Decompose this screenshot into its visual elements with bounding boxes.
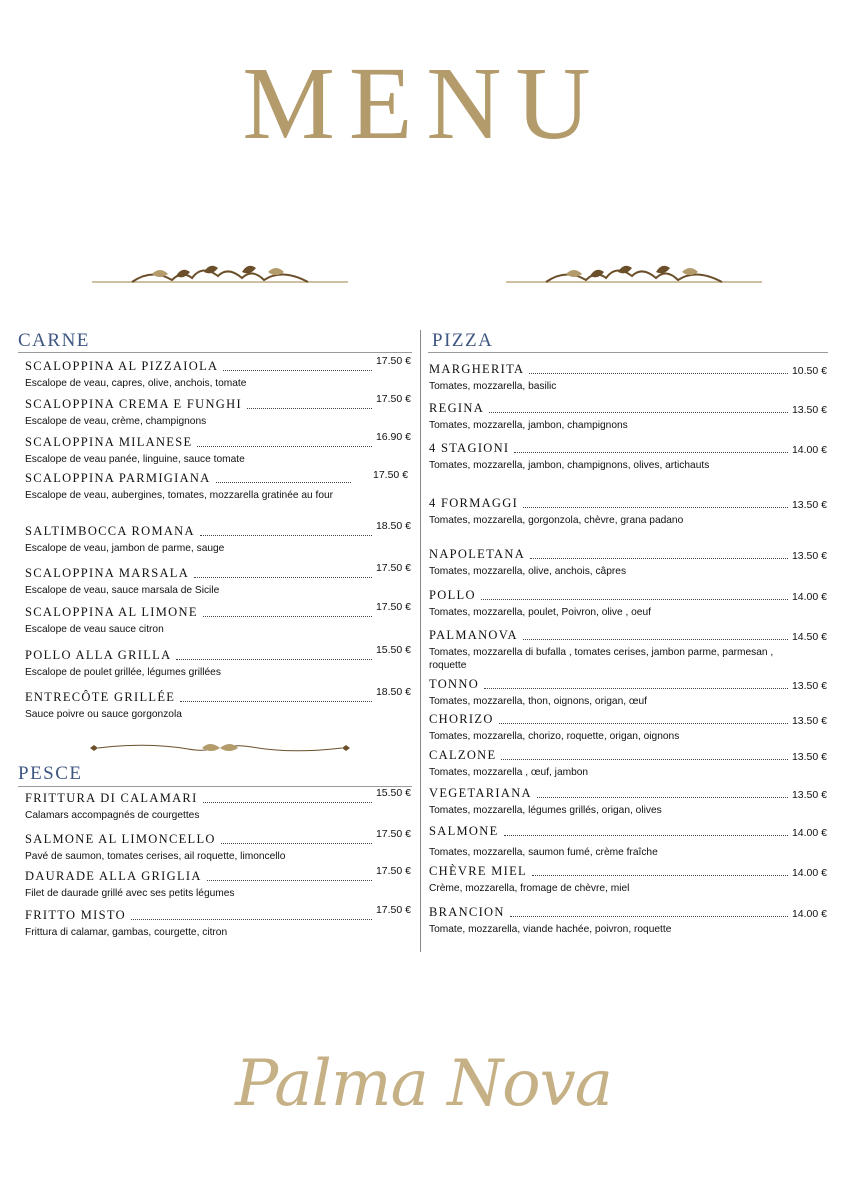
item-price: 17.50 € — [375, 828, 411, 840]
item-description: Escalope de veau, sauce marsala de Sicile — [25, 585, 220, 596]
item-name: VEGETARIANA — [429, 786, 532, 800]
item-price: 18.50 € — [375, 686, 411, 698]
item-description: Pavé de saumon, tomates cerises, ail roquette, limoncello — [25, 851, 286, 862]
item-name: FRITTO MISTO — [25, 908, 126, 922]
item-description: Tomates, mozzarella, chorizo, roquette, origan, oignons — [429, 731, 680, 742]
item-description: Tomates, mozzarella, thon, oignons, origan, œuf — [429, 696, 648, 707]
item-description: Calamars accompagnés de courgettes — [25, 810, 200, 821]
item-name: TONNO — [429, 677, 480, 691]
menu-item — [429, 588, 827, 619]
menu-item — [429, 786, 827, 817]
dot-leader — [131, 919, 372, 920]
item-description: Tomates, mozzarella , œuf, jambon — [429, 767, 589, 778]
menu-item — [429, 748, 827, 779]
item-description: Frittura di calamar, gambas, courgette, citron — [25, 927, 228, 938]
item-price: 15.50 € — [375, 787, 411, 799]
dot-leader — [203, 802, 372, 803]
menu-item — [429, 677, 827, 708]
item-description: Escalope de veau, capres, olive, anchois, tomate — [25, 378, 247, 389]
item-description: Escalope de veau, jambon de parme, sauge — [25, 543, 225, 554]
menu-item — [25, 431, 411, 466]
item-price: 14.00 € — [791, 591, 827, 603]
item-name: CALZONE — [429, 748, 497, 762]
dot-leader — [203, 616, 372, 617]
section-title-pizza: PIZZA — [432, 330, 494, 351]
dot-leader — [510, 916, 788, 917]
item-name: ENTRECÔTE GRILLÉE — [25, 690, 176, 704]
item-price: 14.00 € — [791, 827, 827, 839]
dot-leader — [530, 558, 788, 559]
item-description: Tomates, mozzarella, saumon fumé, crème fraîche — [429, 847, 658, 858]
item-name: FRITTURA DI CALAMARI — [25, 791, 198, 805]
menu-item — [429, 824, 827, 859]
item-name: SALTIMBOCCA ROMANA — [25, 524, 195, 538]
dot-leader — [484, 688, 788, 689]
menu-item — [429, 712, 827, 743]
item-name: SALMONE AL LIMONCELLO — [25, 832, 216, 846]
item-name: NAPOLETANA — [429, 547, 526, 561]
item-name: SCALOPPINA MARSALA — [25, 566, 190, 580]
dot-leader — [499, 723, 788, 724]
menu-item — [25, 520, 411, 555]
item-name: SCALOPPINA AL LIMONE — [25, 605, 198, 619]
menu-item — [25, 828, 411, 863]
menu-item — [25, 904, 411, 939]
dot-leader — [223, 370, 372, 371]
item-price: 13.50 € — [791, 550, 827, 562]
item-price: 10.50 € — [791, 365, 827, 377]
menu-item — [25, 562, 411, 597]
flourish-ornament-right — [506, 258, 762, 288]
item-price: 17.50 € — [375, 355, 411, 367]
dot-leader — [514, 452, 788, 453]
item-price: 17.50 € — [375, 601, 411, 613]
item-description: Tomates, mozzarella, poulet, Poivron, olive , oeuf — [429, 607, 651, 618]
item-name: DAURADE ALLA GRIGLIA — [25, 869, 202, 883]
item-price: 14.50 € — [791, 631, 827, 643]
item-description: Tomates, mozzarella, jambon, champignons, olives, artichauts — [429, 460, 710, 471]
column-divider — [420, 330, 421, 952]
dot-leader — [207, 880, 372, 881]
item-name: 4 FORMAGGI — [429, 496, 519, 510]
dot-leader — [489, 412, 788, 413]
item-price: 14.00 € — [791, 867, 827, 879]
item-price: 14.00 € — [791, 444, 827, 456]
brand-logo: Palma Nova — [235, 1047, 612, 1121]
item-name: CHORIZO — [429, 712, 494, 726]
item-description: Escalope de poulet grillée, légumes grillées — [25, 667, 221, 678]
item-description: Escalope de veau panée, linguine, sauce tomate — [25, 454, 245, 465]
flourish-ornament-left — [92, 258, 348, 288]
dot-leader — [221, 843, 372, 844]
item-price: 13.50 € — [791, 499, 827, 511]
item-description: Tomates, mozzarella, légumes grillés, origan, olives — [429, 805, 662, 816]
dot-leader — [504, 835, 788, 836]
menu-item — [429, 401, 827, 432]
menu-item — [25, 686, 411, 721]
item-price: 17.50 € — [375, 904, 411, 916]
menu-item — [429, 628, 827, 672]
dot-leader — [537, 797, 788, 798]
item-description: Escalope de veau, crème, champignons — [25, 416, 207, 427]
item-description: Escalope de veau sauce citron — [25, 624, 164, 635]
item-price: 13.50 € — [791, 715, 827, 727]
menu-title: MENU — [242, 46, 605, 161]
item-name: SCALOPPINA CREMA E FUNGHI — [25, 397, 242, 411]
menu-item — [429, 905, 827, 936]
dot-leader — [180, 701, 372, 702]
item-name: SCALOPPINA PARMIGIANA — [25, 471, 211, 485]
item-description: Escalope de veau, aubergines, tomates, mozzarella gratinée au four — [25, 490, 334, 501]
dot-leader — [523, 639, 788, 640]
section-rule-carne — [18, 352, 412, 353]
item-name: POLLO ALLA GRILLA — [25, 648, 172, 662]
menu-item — [25, 644, 411, 679]
item-description: Filet de daurade grillé avec ses petits légumes — [25, 888, 235, 899]
item-name: REGINA — [429, 401, 485, 415]
menu-item — [429, 547, 827, 578]
item-description: Tomates, mozzarella, basilic — [429, 381, 557, 392]
item-description: Tomates, mozzarella, gorgonzola, chèvre, grana padano — [429, 515, 684, 526]
menu-item — [25, 601, 411, 636]
section-title-carne: CARNE — [18, 330, 90, 351]
item-price: 16.90 € — [375, 431, 411, 443]
item-name: 4 STAGIONI — [429, 441, 510, 455]
item-description: Sauce poivre ou sauce gorgonzola — [25, 709, 182, 720]
section-title-pesce: PESCE — [18, 763, 83, 784]
item-price: 13.50 € — [791, 404, 827, 416]
item-name: BRANCION — [429, 905, 505, 919]
item-price: 13.50 € — [791, 751, 827, 763]
item-name: PALMANOVA — [429, 628, 518, 642]
menu-item — [25, 393, 411, 428]
item-price: 18.50 € — [375, 520, 411, 532]
item-price: 17.50 € — [373, 469, 409, 481]
item-price: 17.50 € — [375, 393, 411, 405]
dot-leader — [247, 408, 372, 409]
dot-leader — [216, 482, 351, 483]
item-description: Tomates, mozzarella, jambon, champignons — [429, 420, 628, 431]
dot-leader — [523, 507, 788, 508]
menu-item — [429, 441, 827, 472]
item-name: CHÈVRE MIEL — [429, 864, 527, 878]
section-rule-pesce — [18, 786, 412, 787]
item-price: 17.50 € — [375, 865, 411, 877]
menu-item — [429, 362, 827, 393]
item-description: Tomates, mozzarella di bufalla , tomates cerises, jambon parme, parmesan , roquette — [429, 647, 774, 671]
item-name: SCALOPPINA AL PIZZAIOLA — [25, 359, 219, 373]
menu-item — [429, 864, 827, 895]
menu-item — [25, 865, 411, 900]
item-price: 14.00 € — [791, 908, 827, 920]
item-name: SALMONE — [429, 824, 499, 838]
dot-leader — [176, 659, 372, 660]
dot-leader — [481, 599, 788, 600]
menu-item — [25, 787, 411, 822]
dot-leader — [501, 759, 788, 760]
dot-leader — [529, 373, 788, 374]
section-separator-ornament — [88, 740, 352, 756]
item-description: Crème, mozzarella, fromage de chèvre, miel — [429, 883, 630, 894]
item-price: 13.50 € — [791, 680, 827, 692]
item-description: Tomates, mozzarella, olive, anchois, câpres — [429, 566, 627, 577]
dot-leader — [197, 446, 372, 447]
section-rule-pizza — [428, 352, 828, 353]
item-price: 13.50 € — [791, 789, 827, 801]
dot-leader — [200, 535, 372, 536]
menu-item — [25, 471, 355, 502]
dot-leader — [532, 875, 788, 876]
item-name: MARGHERITA — [429, 362, 525, 376]
menu-item — [25, 355, 411, 390]
item-name: SCALOPPINA MILANESE — [25, 435, 193, 449]
item-name: POLLO — [429, 588, 476, 602]
item-price: 15.50 € — [375, 644, 411, 656]
menu-item — [429, 496, 827, 527]
item-price: 17.50 € — [375, 562, 411, 574]
dot-leader — [194, 577, 372, 578]
item-description: Tomate, mozzarella, viande hachée, poivron, roquette — [429, 924, 672, 935]
